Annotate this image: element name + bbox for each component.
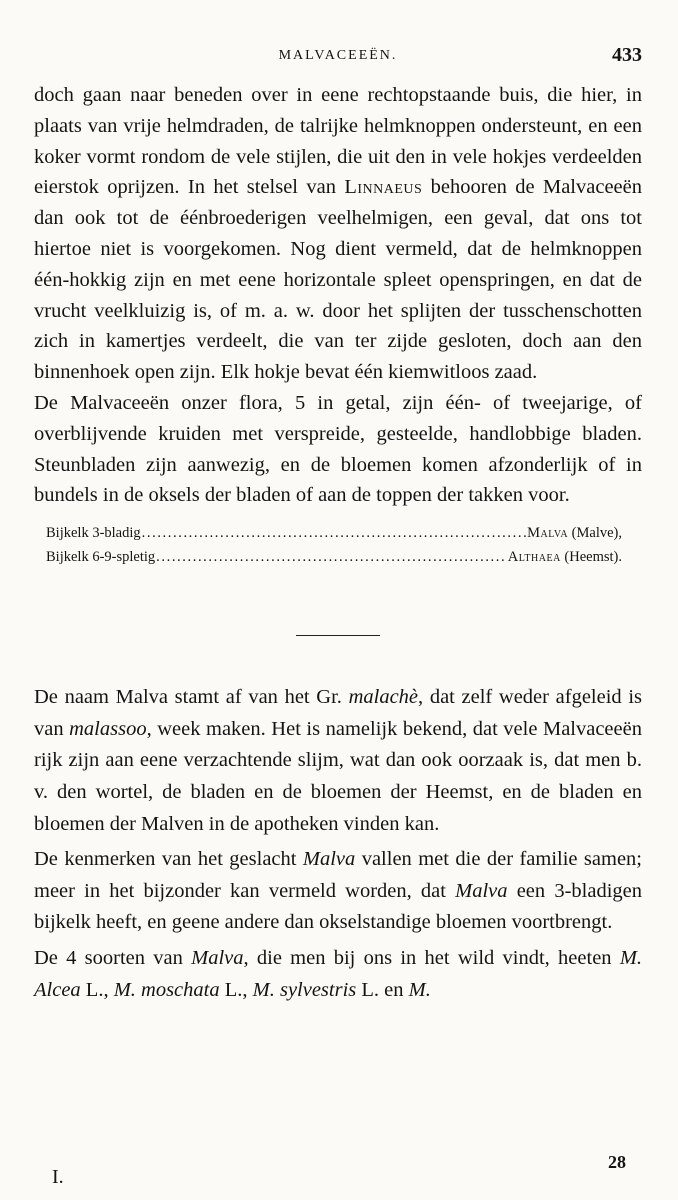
- genus-name: Malva: [302, 848, 356, 871]
- paragraph-text: De 4 soorten van: [34, 946, 192, 969]
- paragraph-text: doch gaan naar beneden over in eene rechtopstaande buis, die hier, in plaats van vrije helmdraden, de talrijke helmknoppen ondersteunt, en een koker vormt rondom de vele stijlen, die uit den in vele hokjes verdeelden eierstok oprijzen. In het stelsel van: [34, 84, 642, 199]
- key-row: [46, 545, 622, 569]
- genus-name: Malva: [455, 879, 508, 902]
- paragraph-text: vallen met die der familie samen; meer in het bijzonder kan vermeld worden, dat: [34, 848, 642, 902]
- key-row: [46, 521, 622, 545]
- signature-mark-left: I.: [52, 1166, 64, 1188]
- signature-mark-right: 28: [608, 1152, 626, 1172]
- key-result: [527, 521, 622, 545]
- paragraph-text: , die men bij ons in het wild vindt, heeten: [243, 946, 620, 969]
- running-head: [34, 40, 642, 80]
- paragraph-etymology: [34, 682, 642, 840]
- identification-key: [34, 521, 642, 569]
- page-footer: [38, 1152, 632, 1188]
- key-label: Bijkelk 3-bladig: [46, 525, 141, 542]
- key-common-name: (Heemst).: [560, 549, 622, 566]
- paragraph-species: [34, 943, 642, 1006]
- paragraph-text: , week maken. Het is namelijk bekend, dat vele Malvaceeën rijk zijn aan eene verzachtende slijm, wat dan ook oorzaak is, dat men b. v. den wortel, de bladen en de bloemen der Heemst, en de bladen en bloemen der Malven in de apotheken vinden kan.: [34, 717, 642, 835]
- key-genus: Althaea: [507, 549, 561, 566]
- genus-name: Malva: [191, 946, 244, 969]
- species-name: M.: [408, 978, 431, 1001]
- greek-term: malachè: [348, 686, 419, 709]
- body-text: [34, 80, 642, 511]
- paragraph-text: L.,: [219, 978, 253, 1001]
- section-separator: [296, 635, 380, 636]
- paragraph-text: L.,: [80, 978, 114, 1001]
- key-genus: Malva: [527, 525, 569, 542]
- species-name: M. moschata: [113, 978, 220, 1001]
- paragraph-text: L. en: [356, 978, 409, 1001]
- greek-term: malassoo: [69, 717, 147, 740]
- paragraph-text: De Malvaceeën onzer flora, 5 in getal, zijn één- of tweejarige, of overblijvende kruiden met verspreide, gesteelde, handlobbige bladen. Steunbladen zijn aanwezig, en de bloemen komen afzonderlijk of in bundels in de oksels der bladen of aan de toppen der takken voor.: [34, 391, 642, 507]
- key-leader-dots: [142, 521, 526, 545]
- key-common-name: (Malve),: [568, 525, 622, 542]
- species-name: M. Alcea: [34, 946, 643, 1001]
- paragraph-text: behooren de Malvaceeën dan ook tot de éénbroederigen veelhelmigen, een geval, dat ons tot hiertoe niet is voorgekomen. Nog dient vermeld, dat de helmknoppen één-hokkig zijn en met eene horizontale spleet openspringen, en dat de vrucht veelkluizig is, of m. a. w. door het splijten der tusschenschotten zich in kamertjes verdeelt, die van ter zijde gesloten, doch aan den binnenhoek open zijn. Elk hokje bevat één kiemwitloos zaad.: [34, 176, 642, 384]
- paragraph-genus-characters: [34, 844, 642, 939]
- author-name-linnaeus: Linnaeus: [344, 176, 423, 199]
- key-leader-dots: [156, 545, 507, 569]
- paragraph-stamens: [34, 80, 642, 388]
- paragraph-family-description: [34, 388, 642, 511]
- key-result: [508, 545, 622, 569]
- paragraph-text: , dat zelf weder afgeleid is van: [34, 686, 642, 740]
- malva-section: [34, 682, 642, 1006]
- paragraph-text: De naam Malva stamt af van het Gr.: [34, 686, 349, 709]
- species-name: M. sylvestris: [252, 978, 357, 1001]
- running-title: MALVACEEËN.: [278, 48, 398, 63]
- paragraph-text: een 3-bladigen bijkelk heeft, en geene andere dan okselstandige bloemen voortbrengt.: [34, 879, 642, 934]
- key-label: Bijkelk 6-9-spletig: [46, 549, 156, 566]
- page-number: 433: [612, 44, 642, 66]
- paragraph-text: De kenmerken van het geslacht: [34, 848, 303, 871]
